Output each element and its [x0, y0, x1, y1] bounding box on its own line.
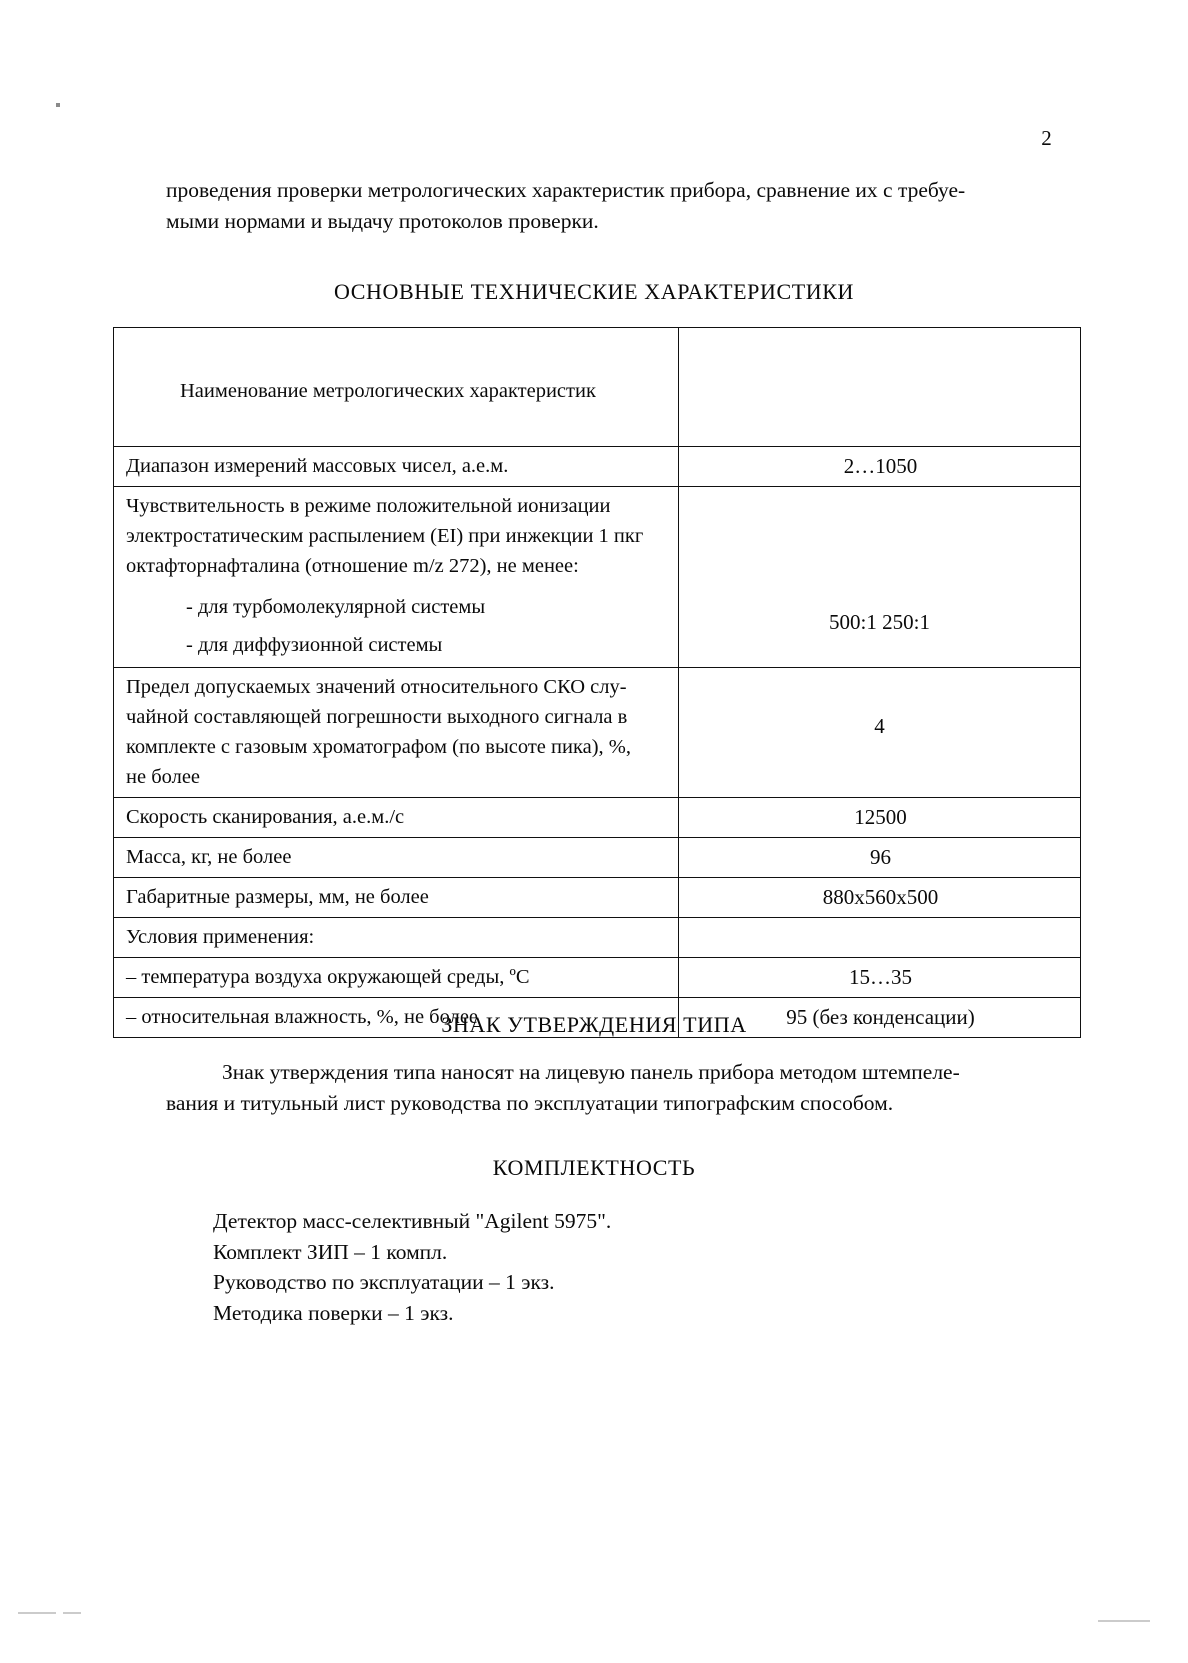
specifications-table: [113, 327, 1081, 1038]
intro-line-2: мыми нормами и выдачу протоколов проверки.: [166, 209, 599, 233]
row-name-cell: [114, 918, 679, 958]
row-name-cell: [114, 487, 679, 668]
row-label-line-1: Предел допускаемых значений относительного СКО слу-: [126, 676, 627, 698]
type-mark-line-1: Знак утверждения типа наносят на лицевую панель прибора методом штемпеле-: [222, 1060, 960, 1084]
row-value-cell: [679, 668, 1081, 798]
row-value-cell: [679, 958, 1081, 998]
scan-artifact-bottom-left-2: [63, 1612, 81, 1614]
row-label-line-3: комплекте с газовым хроматографом (по высоте пика), %,: [126, 736, 631, 758]
row-value: 15…35: [849, 965, 912, 989]
row-label: – температура воздуха окружающей среды, ºС: [126, 966, 530, 988]
list-item: Детектор масс-селективный "Agilent 5975".: [213, 1209, 612, 1233]
row-label: Масса, кг, не более: [126, 846, 292, 868]
row-label: Габаритные размеры, мм, не более: [126, 886, 429, 908]
row-value: 4: [874, 714, 885, 738]
row-value: 880х560х500: [822, 885, 939, 909]
row-name-cell: [114, 838, 679, 878]
row-label: Диапазон измерений массовых чисел, а.е.м.: [126, 455, 509, 477]
row-name-cell: [114, 878, 679, 918]
row-value-cell: [679, 798, 1081, 838]
row-value: 12500: [854, 805, 907, 829]
row-value-cell: [679, 878, 1081, 918]
row-subitem-value-1: 500:1: [829, 610, 877, 634]
row-subitem-value-2: 250:1: [882, 610, 930, 634]
scan-artifact-bottom-right: [1098, 1620, 1150, 1622]
table-row: [114, 447, 1081, 487]
scan-speck-artifact: [56, 103, 60, 107]
row-label-line-2: электростатическим распылением (EI) при инжекции 1 пкг: [126, 525, 644, 547]
row-name-cell: [114, 958, 679, 998]
table-header-name-label: Наименование метрологических характеристик: [180, 380, 596, 402]
table-row: [114, 487, 1081, 668]
section-title-completeness: КОМПЛЕКТНОСТЬ: [492, 1155, 696, 1180]
row-value: 2…1050: [843, 454, 918, 478]
row-value-cell: [679, 918, 1081, 958]
row-label-line-1: Чувствительность в режиме положительной ионизации: [126, 495, 611, 517]
row-value: 95 (без конденсации): [786, 1005, 975, 1029]
table-row: [114, 958, 1081, 998]
row-name-cell: [114, 447, 679, 487]
row-value-cell: [679, 487, 1081, 668]
type-mark-paragraph: [166, 1057, 1042, 1119]
row-label: – относительная влажность, %, не более: [126, 1006, 479, 1028]
table-row: [114, 668, 1081, 798]
table-row: [114, 838, 1081, 878]
row-name-cell: [114, 798, 679, 838]
table-header-value-cell: [679, 328, 1081, 447]
table-header-row: [114, 328, 1081, 447]
section-title-type-mark: ЗНАК УТВЕРЖДЕНИЯ ТИПА: [441, 1012, 747, 1037]
row-value-cell: [679, 447, 1081, 487]
table-row: [114, 918, 1081, 958]
table-row: [114, 878, 1081, 918]
row-label: Скорость сканирования, а.е.м./с: [126, 806, 405, 828]
row-value-cell: [679, 838, 1081, 878]
type-mark-line-2: вания и титульный лист руководства по эксплуатации типографским способом.: [166, 1091, 894, 1115]
list-item: Комплект ЗИП – 1 компл.: [213, 1239, 448, 1264]
intro-line-1: проведения проверки метрологических характеристик прибора, сравнение их с требуе-: [166, 178, 966, 202]
row-value: 96: [870, 845, 891, 869]
section-title-specs: ОСНОВНЫЕ ТЕХНИЧЕСКИЕ ХАРАКТЕРИСТИКИ: [333, 279, 855, 304]
row-label-line-4: не более: [126, 766, 201, 788]
row-subitem-label-1: - для турбомолекулярной системы: [186, 596, 486, 618]
row-label-line-3: октафторнафталина (отношение m/z 272), не менее:: [126, 555, 579, 577]
row-value: [679, 918, 1080, 927]
row-name-cell: [114, 668, 679, 798]
completeness-list: [213, 1206, 611, 1328]
table-row: [114, 798, 1081, 838]
row-label: Условия применения:: [126, 926, 315, 948]
row-subitem-label-2: - для диффузионной системы: [186, 634, 443, 656]
intro-paragraph: [166, 175, 1042, 237]
row-label-line-2: чайной составляющей погрешности выходного сигнала в: [126, 706, 628, 728]
list-item: Методика поверки – 1 экз.: [213, 1300, 454, 1325]
page-number: 2: [1041, 126, 1052, 150]
list-item: Руководство по эксплуатации – 1 экз.: [213, 1270, 555, 1294]
scan-artifact-bottom-left: [18, 1612, 56, 1614]
table-header-name-cell: [114, 328, 679, 447]
